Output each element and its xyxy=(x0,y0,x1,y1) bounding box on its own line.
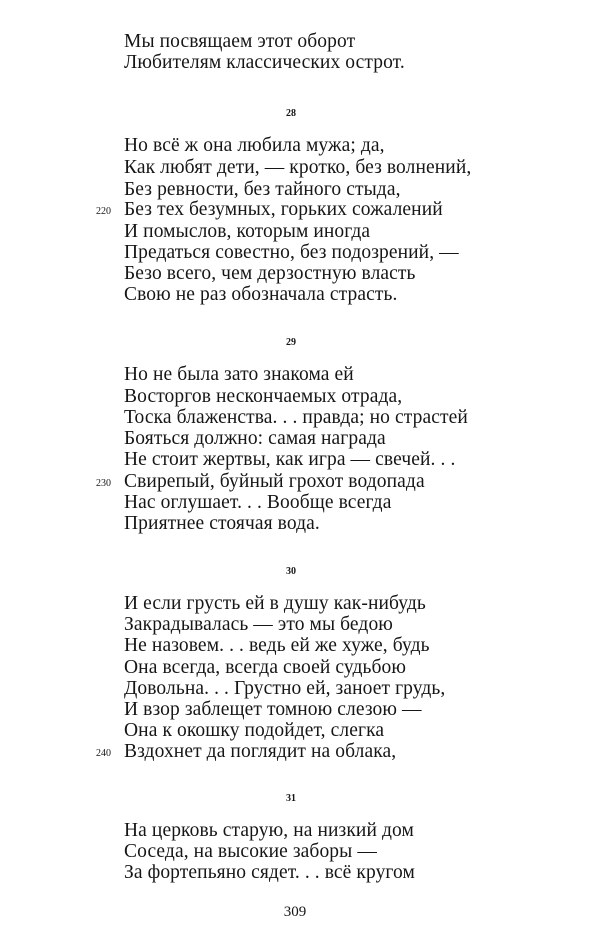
stanza-number: 30 xyxy=(286,566,296,577)
poem-line: И если грусть ей в душу как-нибудь xyxy=(124,593,426,614)
poem-line: Вздохнет да поглядит на облака, xyxy=(124,741,397,762)
poem-line: Не назовем. . . ведь ей же хуже, будь xyxy=(124,635,430,656)
poem-line: Но всё ж она любила мужа; да, xyxy=(124,135,385,156)
intro-line-2: Любителям классических острот. xyxy=(124,52,405,73)
poem-line: Без тех безумных, горьких сожалений xyxy=(124,199,443,220)
poem-line: Как любят дети, — кротко, без волнений, xyxy=(124,157,472,178)
poem-line: Свирепый, буйный грохот водопада xyxy=(124,471,425,492)
line-number: 230 xyxy=(96,478,111,489)
poem-line: Восторгов нескончаемых отрада, xyxy=(124,386,403,407)
poem-line: Бояться должно: самая награда xyxy=(124,428,386,449)
line-number: 240 xyxy=(96,748,111,759)
poem-line: Она всегда, всегда своей судьбою xyxy=(124,657,407,678)
poem-line: Нас оглушает. . . Вообще всегда xyxy=(124,492,392,513)
poem-line: Соседа, на высокие заборы — xyxy=(124,841,377,862)
poem-line: Тоска блаженства. . . правда; но страстей xyxy=(124,407,468,428)
poem-line: Довольна. . . Грустно ей, заноет грудь, xyxy=(124,678,446,699)
poem-line: И взор заблещет томною слезою — xyxy=(124,699,422,720)
line-number: 220 xyxy=(96,206,111,217)
poem-line: Свою не раз обозначала страсть. xyxy=(124,284,398,305)
stanza-number: 31 xyxy=(286,793,296,804)
poem-line: Но не была зато знакома ей xyxy=(124,364,354,385)
stanza-number: 29 xyxy=(286,337,296,348)
stanza-number: 28 xyxy=(286,108,296,119)
poem-line: Без ревности, без тайного стыда, xyxy=(124,179,401,200)
poem-line: И помыслов, которым иногда xyxy=(124,221,371,242)
page-number: 309 xyxy=(283,904,307,920)
poem-line: Приятнее стоячая вода. xyxy=(124,513,320,534)
poem-line: Безо всего, чем дерзостную власть xyxy=(124,263,416,284)
intro-line-1: Мы посвящаем этот оборот xyxy=(124,31,356,52)
poem-line: На церковь старую, на низкий дом xyxy=(124,820,414,841)
poem-line: Она к окошку подойдет, слегка xyxy=(124,720,385,741)
poem-line: Предаться совестно, без подозрений, — xyxy=(124,242,459,263)
poem-line: Закрадывалась — это мы бедою xyxy=(124,614,393,635)
poem-line: За фортепьяно сядет. . . всё кругом xyxy=(124,862,415,883)
poem-line: Не стоит жертвы, как игра — свечей. . . xyxy=(124,449,456,470)
